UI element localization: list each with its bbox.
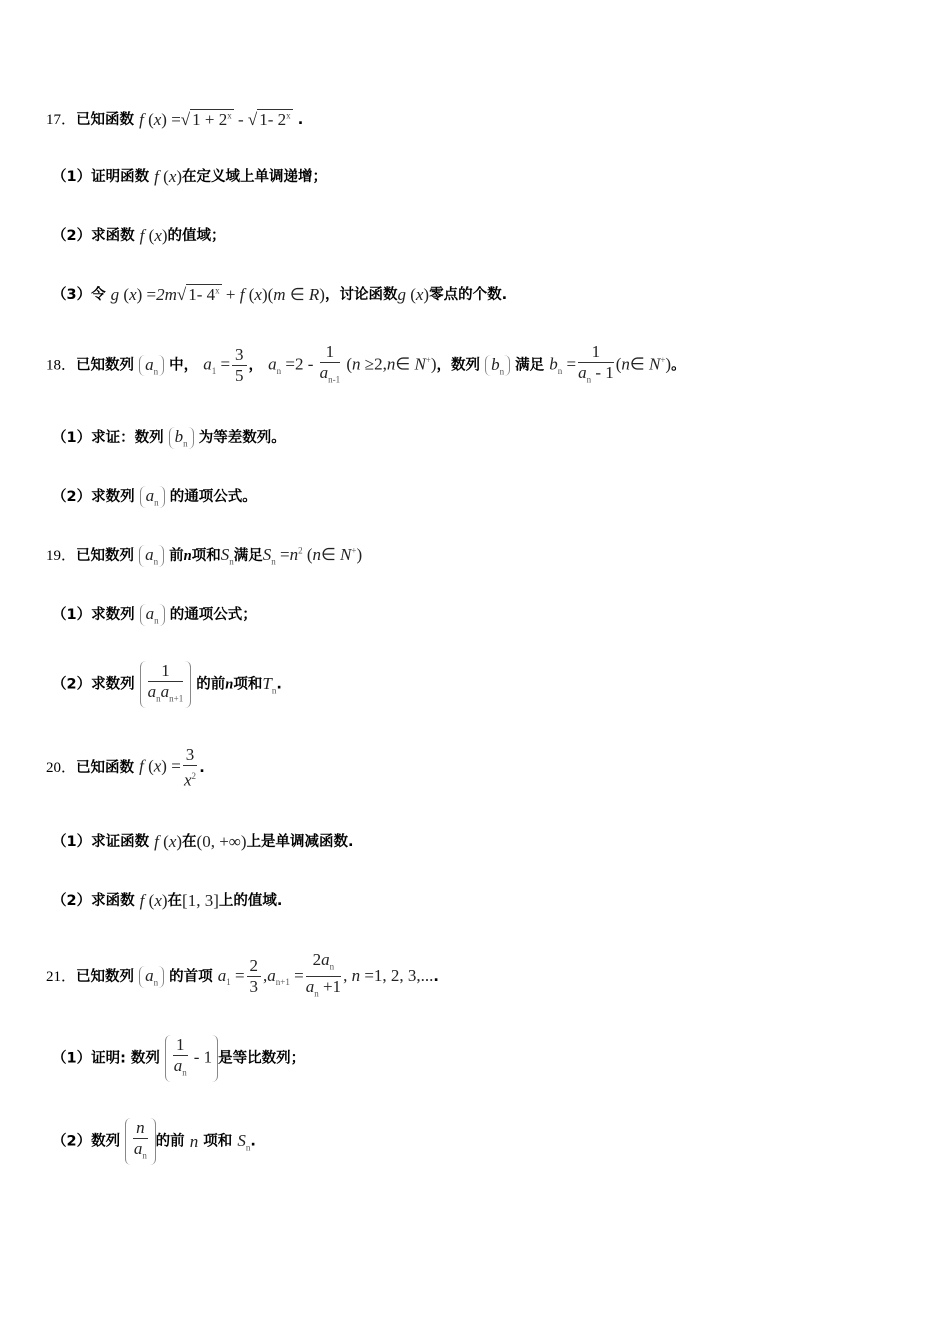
seq-an: $a_n$ — [139, 545, 164, 566]
formula-f-def: f (x) =√ $1 + 2^x$ - √ 1- 2$^x$ — [139, 110, 291, 129]
formula-g-def: g (x) =2m√ 1- $4^x + f$ (x)(m ∈ R) — [110, 285, 325, 304]
question-number: 17． — [46, 112, 77, 128]
q20-part2: （2）求函数 f (x)在[1, 3]上的值域. — [52, 891, 283, 910]
seq-reciprocal: $\frac{1}{a_na_{n+1}}$ — [140, 661, 192, 708]
formula-fx: f (x) — [154, 167, 183, 186]
q19-part1: （1）求数列 $a_n$ 的通项公式； — [52, 604, 257, 626]
q17-part3: （3）令 g (x) =2m√ 1- $4^x + f$ (x)(m ∈ R)，讨论函数g (x)零点的个数. — [52, 285, 508, 304]
formula-fx: f (x) — [139, 891, 168, 910]
q20-part1: （1）求证函数 f (x)在(0, +∞)上是单调减函数. — [52, 832, 354, 851]
formula-Sn: $S_n$ — [237, 1131, 251, 1153]
formula-Tn: $T_n$ — [262, 674, 277, 696]
formula-fx: f (x) — [154, 832, 183, 851]
seq-an: $a_n$ — [139, 355, 164, 376]
q21-stem: 21．已知数列 $a_n$ 的首项 $a_1$ = $\frac{2}{3}$ $,a_{n+1}$ = $\frac{2a_n}{a_n +1}$ , n =1, 2, 3,.... — [46, 950, 439, 1004]
q21-part1: （1）证明: 数列 $\frac{1}{a_n}$ - 1 是等比数列； — [52, 1035, 305, 1082]
formula-a1: $a_1$ = $\frac{3}{5}$ — [203, 345, 248, 386]
seq-an: $a_n$ — [140, 604, 165, 625]
formula-bn-def: $b_n$ = $\frac{1}{a_n - 1}$ (n∈ N+) — [549, 342, 672, 385]
q18-part2: （2）求数列 $a_n$ 的通项公式。 — [52, 486, 257, 508]
formula-an-recur: $a_n =2$ - $\frac{1}{a_{n-1}}$ (n ≥2,n∈ N+) — [268, 342, 437, 385]
seq-bn: $b_n$ — [169, 427, 194, 448]
seq-n-over-an: $\frac{n}{a_n}$ — [125, 1118, 156, 1165]
seq-reciprocal-minus-1: $\frac{1}{a_n}$ - 1 — [165, 1035, 218, 1082]
q18-part1: （1）求证：数列 $b_n$ 为等差数列。 — [52, 427, 286, 449]
formula-fx: f (x) — [139, 226, 168, 245]
seq-bn: $b_n$ — [485, 355, 510, 376]
seq-an: $a_n$ — [140, 486, 165, 507]
formula-a21-def: $a_1$ = $\frac{2}{3}$ $,a_{n+1}$ = $\frac{2a_n}{a_n +1}$ , n =1, 2, 3,... — [217, 950, 434, 999]
seq-an: $a_n$ — [139, 966, 164, 987]
formula-interval-1-3: [1, 3] — [182, 891, 219, 910]
q17-part1: （1）证明函数 f (x)在定义域上单调递增； — [52, 167, 328, 186]
formula-interval-0-inf: (0, +∞) — [196, 832, 247, 851]
formula-Sn: $S_n$ — [220, 545, 234, 567]
q21-part2: （2）数列 $\frac{n}{a_n}$ 的前 n 项和 $S_n$. — [52, 1118, 256, 1165]
q18-stem: 18．已知数列 $a_n$ 中， $a_1$ = $\frac{3}{5}$ ， $a_n =2$ - $\frac{1}{a_{n-1}}$ (n ≥2,n∈ N+)，数列 $b_n$ 满足 $b_n$ = $\frac{1}{a_n - 1}$ (n∈ N+)。 — [46, 342, 686, 389]
formula-gx: g (x) — [397, 285, 430, 304]
q19-stem: 19．已知数列 $a_n$ 前n项和$S_n$满足$S_n =n^2$ (n∈ N+) — [46, 545, 363, 567]
formula-f20-def: f (x) = $\frac{3}{x^2}$ — [139, 745, 197, 790]
q17-stem: 17．已知函数 f (x) =√ $1 + 2^x$ - √ 1- 2$^x$ . — [46, 110, 304, 129]
q17-part2: （2）求函数 f (x)的值域； — [52, 226, 226, 245]
q19-part2: （2）求数列 $\frac{1}{a_na_{n+1}}$ 的前n项和$T_n$. — [52, 661, 282, 708]
formula-Sn-def: $S_n =n^2$ (n∈ N+) — [262, 545, 363, 567]
q20-stem: 20．已知函数 f (x) = $\frac{3}{x^2}$ . — [46, 745, 205, 790]
formula-n: n — [189, 1131, 199, 1151]
